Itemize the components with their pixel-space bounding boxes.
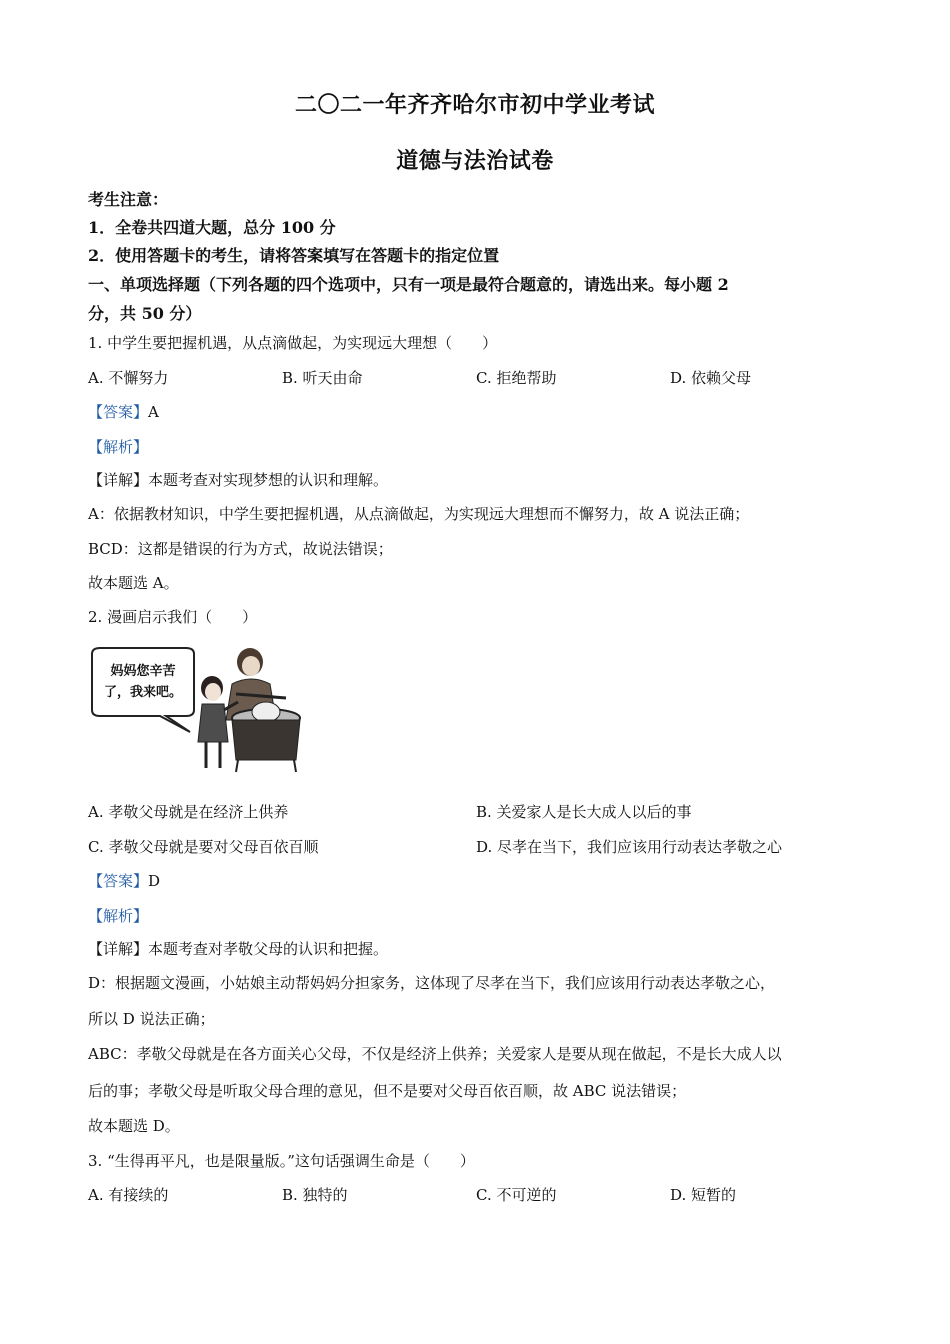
q2-explain-2: 所以 D 说法正确； — [88, 1010, 215, 1028]
q2-answer — [88, 871, 160, 891]
q2-conclusion: 故本题选 D。 — [88, 1117, 180, 1135]
q1-stem: 1. 中学生要把握机遇，从点滴做起，为实现远大理想（ ） — [88, 334, 498, 352]
q2-detail-text: 本题考查对孝敬父母的认识和把握。 — [148, 940, 389, 958]
notice-item-1: 1．全卷共四道大题，总分 100 分 — [88, 218, 336, 237]
q1-answer-value: A — [148, 403, 159, 421]
q2-detail — [88, 939, 388, 959]
q1-explain-2: BCD：这都是错误的行为方式，故说法错误； — [88, 540, 393, 558]
comic-drawing — [86, 642, 308, 774]
q2-option-a: A. 孝敬父母就是在经济上供养 — [88, 803, 289, 821]
q3-option-c: C. 不可逆的 — [476, 1186, 557, 1204]
answer-label: 【答案】 — [88, 872, 149, 890]
q1-analysis-label: 【解析】 — [88, 438, 149, 456]
q3-option-b: B. 独特的 — [282, 1186, 348, 1204]
exam-subtitle: 道德与法治试卷 — [396, 148, 554, 174]
detail-label: 【详解】 — [88, 940, 149, 958]
q2-comic-image — [86, 642, 308, 774]
q2-explain-3: ABC：孝敬父母就是在各方面关心父母，不仅是经济上供养；关爱家人是要从现在做起，不是长大成人以 — [88, 1045, 782, 1063]
q2-option-d: D. 尽孝在当下，我们应该用行动表达孝敬之心 — [476, 838, 783, 856]
q2-explain-1: D：根据题文漫画，小姑娘主动帮妈妈分担家务，这体现了尽孝在当下，我们应该用行动表达孝敬之心， — [88, 974, 776, 992]
section-1-heading: 一、单项选择题（下列各题的四个选项中，只有一项是最符合题意的，请选出来。每小题 2 — [88, 275, 729, 294]
bubble-text-1: 妈妈您辛苦 — [110, 664, 176, 679]
q1-option-c: C. 拒绝帮助 — [476, 369, 557, 387]
q1-option-a: A. 不懈努力 — [88, 369, 169, 387]
notice-heading: 考生注意： — [88, 190, 169, 209]
detail-label: 【详解】 — [88, 471, 149, 489]
q3-option-d: D. 短暂的 — [670, 1186, 737, 1204]
answer-label: 【答案】 — [88, 403, 149, 421]
q1-detail — [88, 470, 388, 490]
notice-item-2: 2．使用答题卡的考生，请将答案填写在答题卡的指定位置 — [88, 246, 500, 265]
q2-analysis-label: 【解析】 — [88, 907, 149, 925]
q1-conclusion: 故本题选 A。 — [88, 574, 179, 592]
q2-answer-value: D — [148, 872, 161, 890]
q3-option-a: A. 有接续的 — [88, 1186, 169, 1204]
exam-title: 二〇二一年齐齐哈尔市初中学业考试 — [294, 92, 655, 118]
q2-explain-4: 后的事；孝敬父母是听取父母合理的意见，但不是要对父母百依百顺，故 ABC 说法错误； — [88, 1082, 687, 1100]
q2-stem: 2. 漫画启示我们（ ） — [88, 608, 258, 626]
q2-option-b: B. 关爱家人是长大成人以后的事 — [476, 803, 692, 821]
q1-explain-1: A：依据教材知识，中学生要把握机遇，从点滴做起，为实现远大理想而不懈努力，故 A 说法正确； — [88, 505, 750, 523]
q3-stem: 3. “生得再平凡，也是限量版。”这句话强调生命是（ ） — [88, 1152, 475, 1170]
q1-option-d: D. 依赖父母 — [670, 369, 752, 387]
q1-option-b: B. 听天由命 — [282, 369, 363, 387]
bubble-text-2: 了，我来吧。 — [103, 685, 183, 700]
q2-option-c: C. 孝敬父母就是要对父母百依百顺 — [88, 838, 319, 856]
q1-answer — [88, 402, 159, 422]
section-1-heading-cont: 分，共 50 分） — [88, 304, 202, 323]
q1-detail-text: 本题考查对实现梦想的认识和理解。 — [148, 471, 389, 489]
